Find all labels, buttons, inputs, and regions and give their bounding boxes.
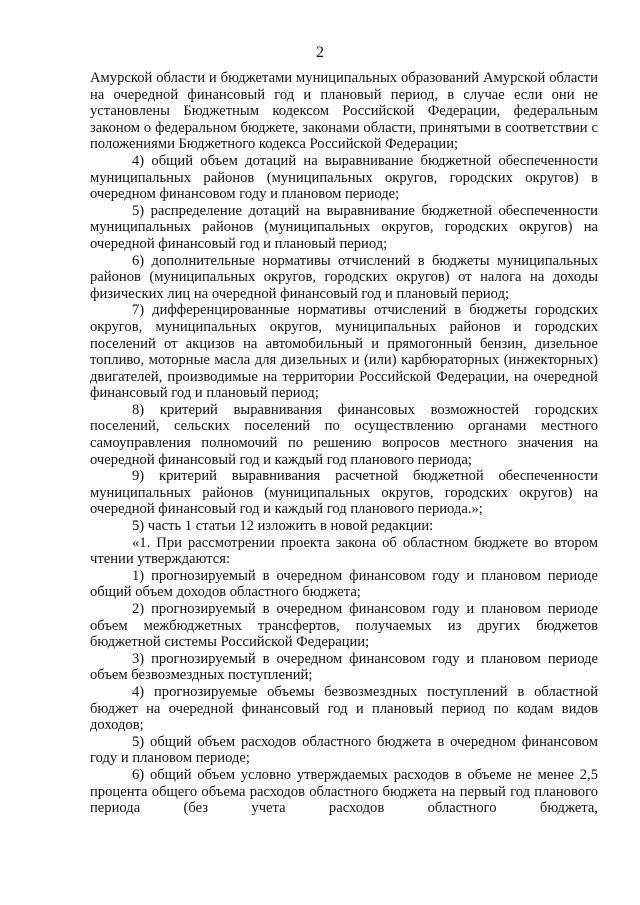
document-body: [90, 70, 598, 817]
paragraph-sub-5-expenditures: 5) общий объем расходов областного бюджета в очередном финансовом году и плановом периоде;: [90, 733, 598, 767]
paragraph-item-5-distribution: 5) распределение дотаций на выравнивание бюджетной обеспеченности муниципальных районов (муниципальных округов, городских округов) на очередной финансовый год и плановый период;: [90, 202, 598, 252]
paragraph-sub-6-conditional-expenditures: 6) общий объем условно утверждаемых расходов в объеме не менее 2,5 процента общего объема расходов областного бюджета на первый год планового периода (без учета расходов областного бюджета,: [90, 766, 598, 817]
paragraph-item-6-norms: 6) дополнительные нормативы отчислений в бюджеты муниципальных районов (муниципальных округов, городских округов) от налога на доходы физических лиц на очередной финансовый год и плановый период;: [90, 252, 598, 302]
paragraph-sub-1-revenues: 1) прогнозируемый в очередном финансовом году и плановом периоде общий объем доходов областного бюджета;: [90, 567, 598, 601]
paragraph-item-8-criterion: 8) критерий выравнивания финансовых возможностей городских поселений, сельских поселений по осуществлению органами местного самоуправления полномочий по решению вопросов местного значения на очередной финансовый год и каждый год планового периода;: [90, 401, 598, 468]
paragraph-article-12-part-1: «1. При рассмотрении проекта закона об областном бюджете во втором чтении утверждаются:: [90, 534, 598, 568]
paragraph-sub-3-gratuitous: 3) прогнозируемый в очередном финансовом году и плановом периоде объем безвозмездных поступлений;: [90, 650, 598, 684]
paragraph-sub-2-transfers: 2) прогнозируемый в очередном финансовом году и плановом периоде объем межбюджетных трансфертов, получаемых из других бюджетов бюджетной системы Российской Федерации;: [90, 601, 598, 651]
page-number: 2: [316, 44, 324, 61]
paragraph-item-9-criterion: 9) критерий выравнивания расчетной бюджетной обеспеченности муниципальных районов (муниципальных округов, городских округов) на очередной финансовый год и каждый год планового периода.»;: [90, 468, 598, 518]
paragraph-amendment-5: 5) часть 1 статьи 12 изложить в новой редакции:: [132, 518, 434, 535]
paragraph-sub-4-gratuitous-volumes: 4) прогнозируемые объемы безвозмездных поступлений в областной бюджет на очередной финансовый год и плановый период по кодам видов доходов;: [90, 683, 598, 734]
paragraph-continuation: Амурской области и бюджетами муниципальных образований Амурской области на очередной финансовый год и плановый период, в случае если они не установлены Бюджетным кодексом Российской Федерации, федеральным законом о федеральном бюджете, законами области, принятыми в соответствии с положениями Бюджетного кодекса Российской Федерации;: [90, 70, 598, 153]
paragraph-item-4-dotations: 4) общий объем дотаций на выравнивание бюджетной обеспеченности муниципальных районов (муниципальных округов, городских округов) в очередном финансовом году и плановом периоде;: [90, 152, 598, 203]
paragraph-item-7-excise-norms: 7) дифференцированные нормативы отчислений в бюджеты городских округов, муниципальных округов, муниципальных районов и городских поселений от акцизов на автомобильный и прямогонный бензин, дизельное топливо, моторные масла для дизельных и (или) карбюраторных (инжекторных) двигателей, производимые на территории Российской Федерации, на очередной финансовый год и плановый период;: [90, 302, 598, 402]
